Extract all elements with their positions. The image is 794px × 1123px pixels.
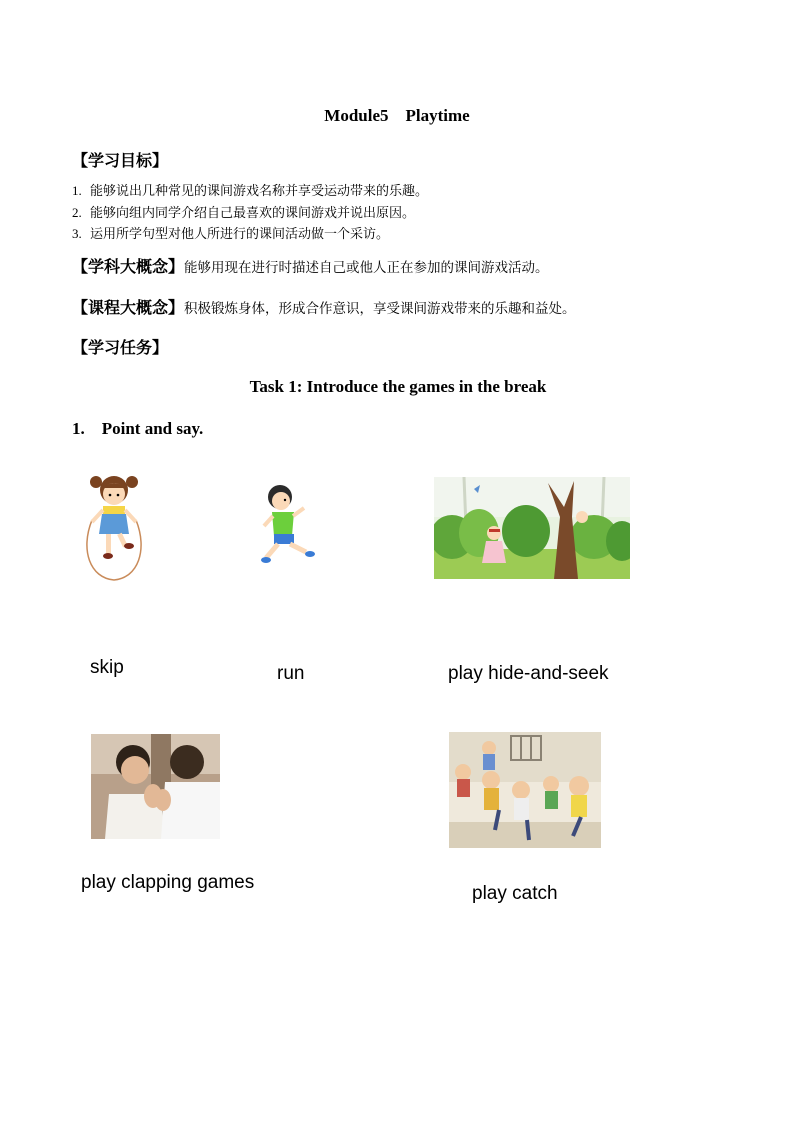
clapping-game-photo <box>91 734 220 839</box>
course-concept-text: 积极锻炼身体，形成合作意识，享受课间游戏带来的乐趣和益处。 <box>184 301 576 317</box>
boy-running-illustration <box>258 482 320 568</box>
picture-label-clapping-games: play clapping games <box>81 872 255 893</box>
hide-and-seek-forest-illustration <box>434 477 630 579</box>
picture-label-skip: skip <box>90 657 124 678</box>
tasks-heading: 【学习任务】 <box>72 338 169 357</box>
objective-text: 能够说出几种常见的课间游戏名称并享受运动带来的乐趣。 <box>90 184 429 199</box>
girl-skipping-rope-illustration <box>80 470 148 585</box>
objective-number: 3. <box>72 226 82 241</box>
objective-number: 1. <box>72 183 82 198</box>
picture-label-catch: play catch <box>472 883 558 904</box>
objective-number: 2. <box>72 205 82 220</box>
task1-title: Task 1: Introduce the games in the break <box>249 377 547 396</box>
subject-concept-label: 【学科大概念】 <box>72 257 185 276</box>
picture-label-hide-and-seek: play hide-and-seek <box>448 663 609 684</box>
course-concept-label: 【课程大概念】 <box>72 298 185 317</box>
task1-instruction: 1. Point and say. <box>72 419 204 438</box>
objective-item <box>72 202 415 221</box>
page-title: Module5 Playtime <box>324 106 470 125</box>
objective-text: 能够向组内同学介绍自己最喜欢的课间游戏并说出原因。 <box>90 206 416 221</box>
picture-label-run: run <box>277 663 305 684</box>
objective-text: 运用所学句型对他人所进行的课间活动做一个采访。 <box>90 227 390 242</box>
objectives-heading: 【学习目标】 <box>72 151 169 170</box>
objective-item <box>72 223 389 242</box>
course-concept <box>72 295 576 318</box>
objective-item <box>72 180 428 199</box>
subject-concept <box>72 254 549 277</box>
subject-concept-text: 能够用现在进行时描述自己或他人正在参加的课间游戏活动。 <box>184 260 549 276</box>
kids-playing-catch-illustration <box>449 732 601 848</box>
